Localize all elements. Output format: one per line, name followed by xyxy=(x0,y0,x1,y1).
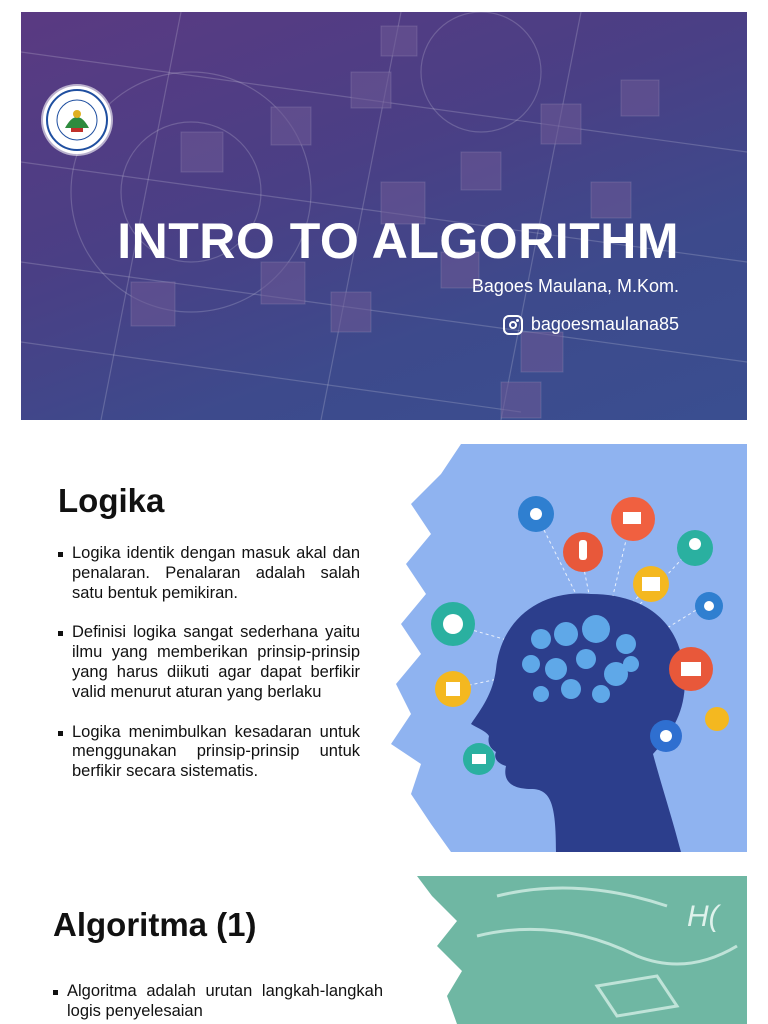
slide-heading: Algoritma (1) xyxy=(53,906,257,943)
author-name: Bagoes Maulana, M.Kom. xyxy=(471,276,679,296)
bullet-item: Algoritma adalah urutan langkah-langkah logis penyelesaian xyxy=(53,982,383,1022)
bullet-item: Logika menimbulkan kesadaran untuk menggunakan prinsip-prinsip untuk berfikir secara sistematis. xyxy=(58,723,360,782)
instagram-handle xyxy=(503,314,679,335)
brain-network-illustration xyxy=(391,444,747,852)
algorithm-illustration xyxy=(417,876,747,1024)
unimed-emblem-icon xyxy=(43,86,111,154)
bullet-item: Definisi logika sangat sederhana yaitu ilmu yang memberikan prinsip-prinsip yang harus diikuti agar dapat berfikir valid menurut aturan yang berlaku xyxy=(58,623,360,702)
algoritma-slide xyxy=(21,876,747,1024)
bullet-list xyxy=(58,544,360,802)
instagram-username: bagoesmaulana85 xyxy=(530,314,679,334)
title-slide xyxy=(21,12,747,420)
svg-text:H(: H( xyxy=(687,900,719,933)
instagram-icon xyxy=(503,315,523,335)
presentation-title: INTRO TO ALGORITHM xyxy=(117,213,679,269)
bullet-list xyxy=(53,982,383,1024)
university-logo xyxy=(43,86,111,154)
logika-slide xyxy=(21,444,747,852)
slide-heading: Logika xyxy=(58,482,165,519)
bullet-item: Logika identik dengan masuk akal dan penalaran. Penalaran adalah salah satu bentuk pemikiran. xyxy=(58,544,360,603)
